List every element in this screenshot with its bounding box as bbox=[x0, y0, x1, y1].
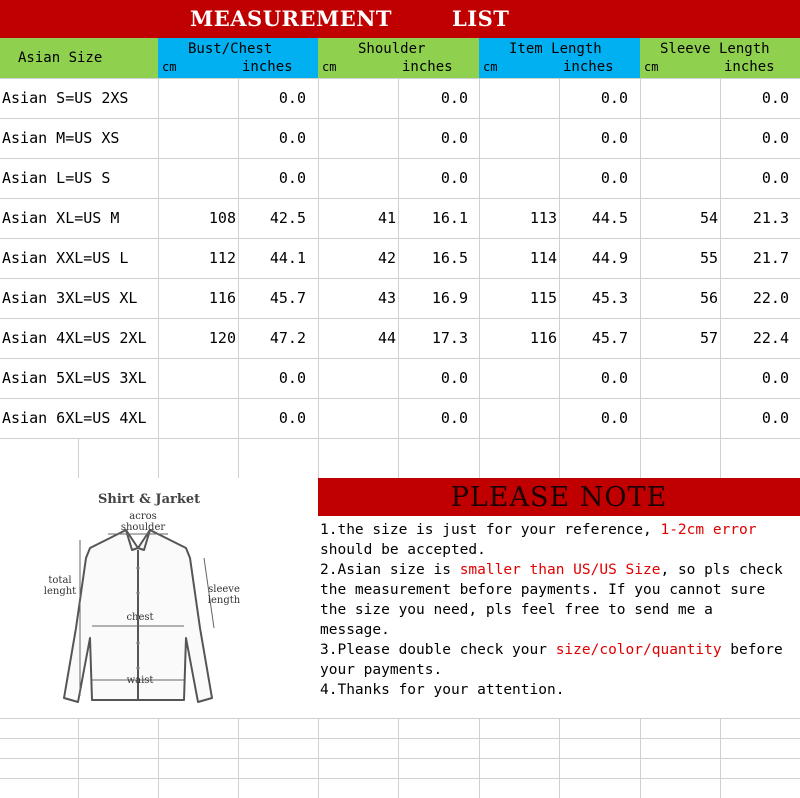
grid-vline bbox=[318, 718, 319, 798]
note-body bbox=[320, 520, 800, 700]
table-row bbox=[0, 238, 800, 278]
value-cell: 0.0 bbox=[600, 369, 628, 387]
note-text: before bbox=[721, 642, 783, 658]
value-cell: 0.0 bbox=[761, 369, 789, 387]
grid-vline bbox=[158, 718, 159, 798]
empty-grid bbox=[0, 718, 800, 798]
header-shoulder-inches: inches bbox=[402, 59, 453, 75]
size-cell: Asian S=US 2XS bbox=[2, 89, 129, 107]
value-cell: 0.0 bbox=[440, 369, 468, 387]
value-cell: 22.4 bbox=[752, 329, 789, 347]
title-measurement: MEASUREMENT bbox=[190, 6, 393, 31]
value-cell: 0.0 bbox=[600, 129, 628, 147]
header-shoulder bbox=[318, 38, 479, 78]
value-cell: 21.7 bbox=[752, 249, 789, 267]
value-cell: 0.0 bbox=[761, 129, 789, 147]
note-line bbox=[320, 540, 800, 560]
value-cell: 0.0 bbox=[278, 129, 306, 147]
header-sleeve-length bbox=[640, 38, 800, 78]
table-row bbox=[0, 118, 800, 158]
value-cell: 16.1 bbox=[431, 209, 468, 227]
value-cell: 17.3 bbox=[431, 329, 468, 347]
note-text: 4.Thanks for your attention. bbox=[320, 682, 565, 698]
header-sleeve-length-inches: inches bbox=[724, 59, 775, 75]
grid-hline bbox=[0, 718, 800, 719]
note-line bbox=[320, 560, 800, 580]
table-row bbox=[0, 358, 800, 398]
value-cell: 55 bbox=[699, 249, 718, 267]
diagram-sleeve-length: sleeve length bbox=[207, 584, 241, 606]
table-row bbox=[0, 198, 800, 238]
note-text: message. bbox=[320, 622, 390, 638]
value-cell: 0.0 bbox=[278, 409, 306, 427]
value-cell: 0.0 bbox=[278, 89, 306, 107]
value-cell: 0.0 bbox=[440, 169, 468, 187]
grid-hline bbox=[0, 738, 800, 739]
value-cell: 22.0 bbox=[752, 289, 789, 307]
note-line bbox=[320, 600, 800, 620]
note-highlight: smaller than US/US Size bbox=[459, 562, 661, 578]
header-size-label: Asian Size bbox=[18, 50, 103, 66]
note-text: 1.the size is just for your reference, bbox=[320, 522, 661, 538]
value-cell: 0.0 bbox=[278, 169, 306, 187]
note-line bbox=[320, 520, 800, 540]
header-bust bbox=[158, 38, 318, 78]
diagram-title: Shirt & Jarket bbox=[98, 492, 201, 507]
title-list: LIST bbox=[452, 6, 510, 31]
grid-hline bbox=[0, 438, 800, 439]
title-bar bbox=[0, 0, 800, 38]
value-cell: 45.7 bbox=[591, 329, 628, 347]
header-size bbox=[0, 38, 158, 78]
value-cell: 113 bbox=[529, 209, 557, 227]
value-cell: 43 bbox=[377, 289, 396, 307]
size-cell: Asian 3XL=US XL bbox=[2, 289, 138, 307]
header-bust-inches: inches bbox=[242, 59, 293, 75]
value-cell: 44 bbox=[377, 329, 396, 347]
table-row bbox=[0, 318, 800, 358]
value-cell: 0.0 bbox=[440, 89, 468, 107]
size-cell: Asian 5XL=US 3XL bbox=[2, 369, 147, 387]
note-title: PLEASE NOTE bbox=[450, 482, 668, 513]
header-bust-cm: cm bbox=[162, 60, 177, 74]
note-line bbox=[320, 640, 800, 660]
grid-hline bbox=[0, 758, 800, 759]
grid-vline bbox=[720, 718, 721, 798]
value-cell: 16.9 bbox=[431, 289, 468, 307]
value-cell: 45.3 bbox=[591, 289, 628, 307]
size-cell: Asian XXL=US L bbox=[2, 249, 129, 267]
note-highlight: 1-2cm error bbox=[660, 522, 757, 538]
diagram-total-length: total lenght bbox=[43, 575, 77, 597]
diagram-waist: waist bbox=[126, 675, 154, 686]
value-cell: 0.0 bbox=[600, 89, 628, 107]
jacket-diagram bbox=[0, 478, 318, 718]
grid-vline bbox=[238, 718, 239, 798]
note-line bbox=[320, 620, 800, 640]
size-cell: Asian 6XL=US 4XL bbox=[2, 409, 147, 427]
size-cell: Asian XL=US M bbox=[2, 209, 120, 227]
value-cell: 0.0 bbox=[440, 129, 468, 147]
value-cell: 0.0 bbox=[440, 409, 468, 427]
table-row bbox=[0, 398, 800, 438]
note-text: 3.Please double check your bbox=[320, 642, 556, 658]
note-line bbox=[320, 660, 800, 680]
note-text: 2.Asian size is bbox=[320, 562, 460, 578]
value-cell: 54 bbox=[699, 209, 718, 227]
note-line bbox=[320, 680, 800, 700]
grid-vline bbox=[78, 438, 79, 478]
note-header bbox=[318, 478, 800, 516]
value-cell: 44.5 bbox=[591, 209, 628, 227]
header-sleeve-length-cm: cm bbox=[644, 60, 659, 74]
value-cell: 57 bbox=[699, 329, 718, 347]
header-item-length bbox=[479, 38, 640, 78]
note-text: the size you need, pls feel free to send me a bbox=[320, 602, 713, 618]
value-cell: 114 bbox=[529, 249, 557, 267]
note-text: , so pls check bbox=[660, 562, 783, 578]
table-row bbox=[0, 78, 800, 118]
diagram-chest: chest bbox=[126, 612, 154, 623]
table-row bbox=[0, 158, 800, 198]
value-cell: 115 bbox=[529, 289, 557, 307]
grid-vline bbox=[78, 718, 79, 798]
value-cell: 0.0 bbox=[761, 89, 789, 107]
header-sleeve-length-label: Sleeve Length bbox=[660, 41, 770, 57]
value-cell: 0.0 bbox=[600, 409, 628, 427]
value-cell: 0.0 bbox=[761, 169, 789, 187]
note-text: your payments. bbox=[320, 662, 443, 678]
header-shoulder-label: Shoulder bbox=[358, 41, 426, 57]
value-cell: 112 bbox=[208, 249, 236, 267]
value-cell: 0.0 bbox=[600, 169, 628, 187]
size-table bbox=[0, 78, 800, 478]
note-highlight: size/color/quantity bbox=[555, 642, 722, 658]
grid-vline bbox=[398, 718, 399, 798]
value-cell: 108 bbox=[208, 209, 236, 227]
size-cell: Asian 4XL=US 2XL bbox=[2, 329, 147, 347]
value-cell: 45.7 bbox=[269, 289, 306, 307]
value-cell: 41 bbox=[377, 209, 396, 227]
size-cell: Asian L=US S bbox=[2, 169, 111, 187]
note-line bbox=[320, 580, 800, 600]
header-item-length-label: Item Length bbox=[509, 41, 602, 57]
value-cell: 116 bbox=[529, 329, 557, 347]
value-cell: 0.0 bbox=[278, 369, 306, 387]
value-cell: 44.9 bbox=[591, 249, 628, 267]
value-cell: 0.0 bbox=[761, 409, 789, 427]
note-text: the measurement before payments. If you cannot sure bbox=[320, 582, 766, 598]
size-cell: Asian M=US XS bbox=[2, 129, 120, 147]
value-cell: 56 bbox=[699, 289, 718, 307]
diagram-across-shoulder: acros shoulder bbox=[120, 511, 166, 533]
grid-vline bbox=[640, 718, 641, 798]
value-cell: 21.3 bbox=[752, 209, 789, 227]
table-row bbox=[0, 278, 800, 318]
value-cell: 16.5 bbox=[431, 249, 468, 267]
value-cell: 116 bbox=[208, 289, 236, 307]
value-cell: 42 bbox=[377, 249, 396, 267]
value-cell: 120 bbox=[208, 329, 236, 347]
value-cell: 47.2 bbox=[269, 329, 306, 347]
grid-vline bbox=[559, 718, 560, 798]
header-shoulder-cm: cm bbox=[322, 60, 337, 74]
header-bust-label: Bust/Chest bbox=[188, 41, 273, 57]
note-text: should be accepted. bbox=[320, 542, 486, 558]
header-item-length-cm: cm bbox=[483, 60, 498, 74]
header-item-length-inches: inches bbox=[563, 59, 614, 75]
grid-vline bbox=[479, 718, 480, 798]
value-cell: 44.1 bbox=[269, 249, 306, 267]
grid-hline bbox=[0, 778, 800, 779]
value-cell: 42.5 bbox=[269, 209, 306, 227]
